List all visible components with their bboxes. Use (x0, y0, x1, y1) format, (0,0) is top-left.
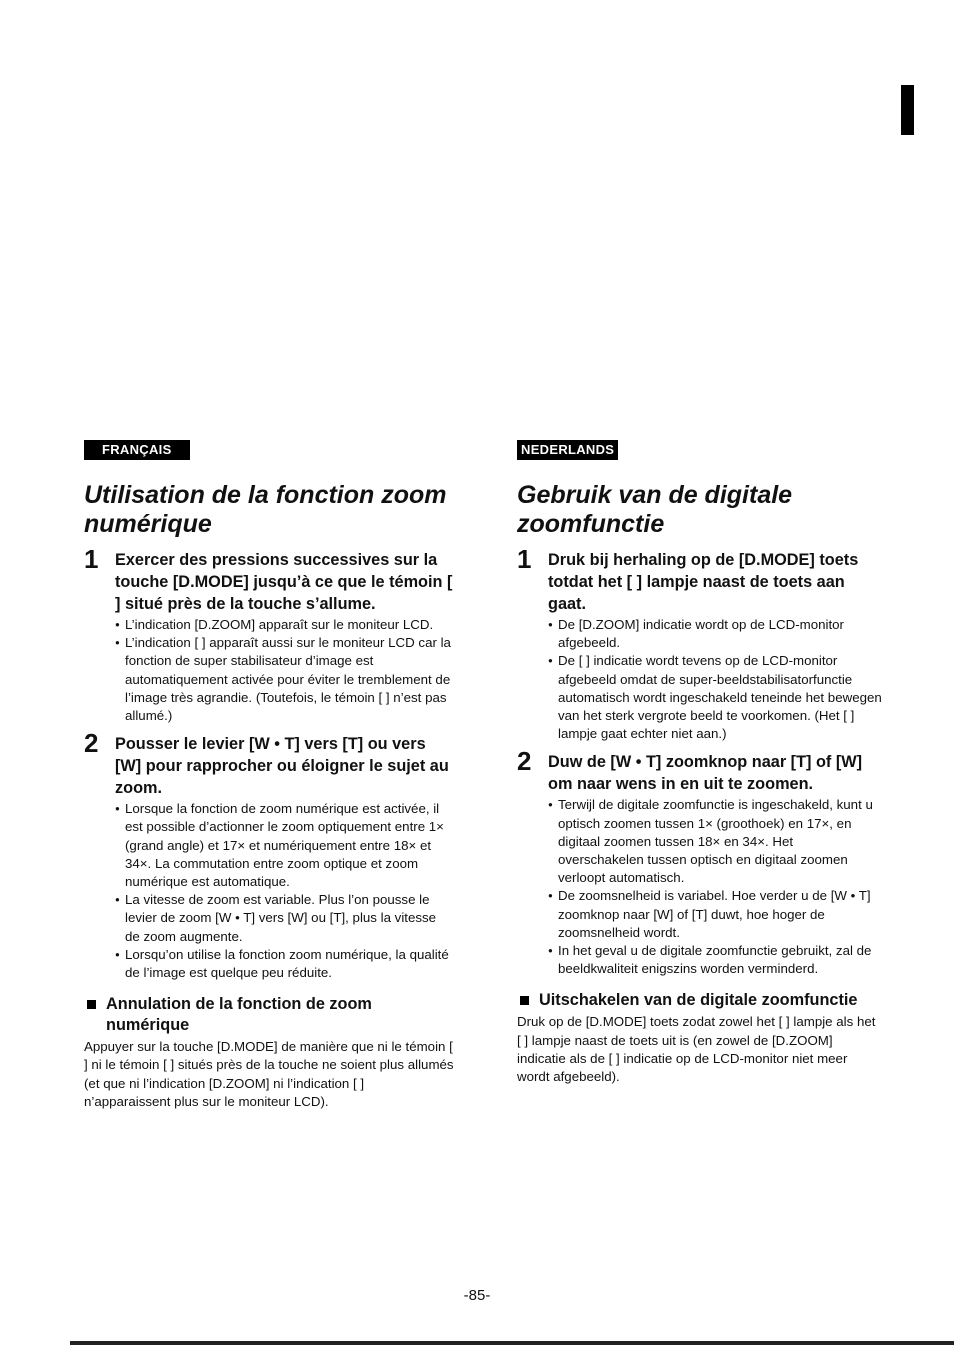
section-title-nederlands: Gebruik van de digitale zoomfunctie (517, 481, 793, 538)
square-bullet-icon (520, 996, 529, 1005)
step-number: 1 (517, 544, 532, 574)
step-number: 2 (84, 728, 99, 759)
step-heading: Duw de [W • T] zoomknop naar [T] of [W] om naar wens in en uit te zoomen. (548, 753, 863, 794)
step-1-nederlands (517, 544, 882, 743)
bullet-item: ● L’indication [ ] apparaît aussi sur le moniteur LCD car la fonction de super stabilisateur d’image est automatiquement activée pour éviter le tremblement de l’image très agrandie. (Toutefois, le témoin [ ] n’est pas allumé.) (115, 634, 454, 725)
step-heading: Exercer des pressions successives sur la touche [D.MODE] jusqu’à ce que le témoin [ ] situé près de la touche s’allume. (115, 551, 453, 613)
bullet-item: ● De [D.ZOOM] indicatie wordt op de LCD-monitor afgebeeld. (548, 616, 882, 652)
page-number: -85- (463, 1287, 491, 1304)
step-bullets (548, 796, 882, 978)
column-nederlands (517, 440, 882, 1086)
column-francais (84, 440, 454, 1111)
bullet-item: ● De zoomsnelheid is variabel. Hoe verder u de [W • T] zoomknop naar [W] of [T] duwt, hoe hoger de zoomsnelheid wordt. (548, 887, 882, 942)
subsection-heading-text: Annulation de la fonction de zoom numérique (106, 995, 372, 1035)
subsection-paragraph-francais: Appuyer sur la touche [D.MODE] de manière que ni le témoin [ ] ni le témoin [ ] situés près de la touche ne soient plus allumés (et que ni l’indication [D.ZOOM] ni l’indication [ ] n’apparaissent plus sur le moniteur LCD). (84, 1039, 454, 1109)
page-edge-tab (901, 85, 914, 135)
subsection-heading-text: Uitschakelen van de digitale zoomfunctie (539, 991, 858, 1010)
step-bullets (115, 616, 454, 725)
language-badge-nederlands: NEDERLANDS (517, 440, 618, 460)
subsection-heading-francais (84, 994, 454, 1036)
bullet-item: ● De [ ] indicatie wordt tevens op de LCD-monitor afgebeeld omdat de super-beeldstabilisatorfunctie automatisch wordt ingeschakeld teneinde het bewegen van het sterk vergrote beeld te voorkomen. (Het [ ] lampje gaat echter niet aan.) (548, 652, 882, 743)
step-2-nederlands (517, 746, 882, 978)
language-badge-francais: FRANÇAIS (84, 440, 190, 460)
step-2-francais (84, 728, 454, 982)
subsection-paragraph-nederlands: Druk op de [D.MODE] toets zodat zowel het [ ] lampje als het [ ] lampje naast de toets uit is (en zowel de [D.ZOOM] indicatie als de [ ] indicatie op de LCD-monitor niet meer wordt afgebeeld). (517, 1014, 876, 1085)
bullet-item: ● Lorsqu’on utilise la fonction zoom numérique, la qualité de l’image est quelque peu réduite. (115, 946, 454, 982)
step-heading: Pousser le levier [W • T] vers [T] ou vers [W] pour rapprocher ou éloigner le sujet au zoom. (115, 735, 449, 798)
section-title-francais: Utilisation de la fonction zoom numérique (84, 481, 447, 538)
bullet-item: ● Lorsque la fonction de zoom numérique est activée, il est possible d’actionner le zoom optiquement entre 1× (grand angle) et 17× et numériquement entre 18× et 34×. La commutation entre zoom optique et zoom numérique est automatique. (115, 800, 454, 891)
bullet-item: ● L’indication [D.ZOOM] apparaît sur le moniteur LCD. (115, 616, 454, 634)
step-number: 1 (84, 544, 99, 574)
bullet-item: ● Terwijl de digitale zoomfunctie is ingeschakeld, kunt u optisch zoomen tussen 1× (groothoek) en 17×, en digitaal zoomen tussen 18× en 34×. Het overschakelen tussen optisch en digitaal zoomen verloopt automatisch. (548, 796, 882, 887)
step-bullets (548, 616, 882, 743)
step-1-francais (84, 544, 454, 725)
subsection-heading-nederlands (517, 990, 882, 1011)
bullet-item: ● In het geval u de digitale zoomfunctie gebruikt, zal de beeldkwaliteit enigszins worden verminderd. (548, 942, 882, 978)
bullet-item: ● La vitesse de zoom est variable. Plus l’on pousse le levier de zoom [W • T] vers [W] ou [T], plus la vitesse de zoom augmente. (115, 891, 454, 946)
square-bullet-icon (87, 1000, 96, 1009)
bottom-rule (70, 1341, 954, 1345)
step-bullets (115, 800, 454, 982)
step-number: 2 (517, 746, 532, 777)
step-heading: Druk bij herhaling op de [D.MODE] toets totdat het [ ] lampje naast de toets aan gaat. (548, 551, 859, 613)
